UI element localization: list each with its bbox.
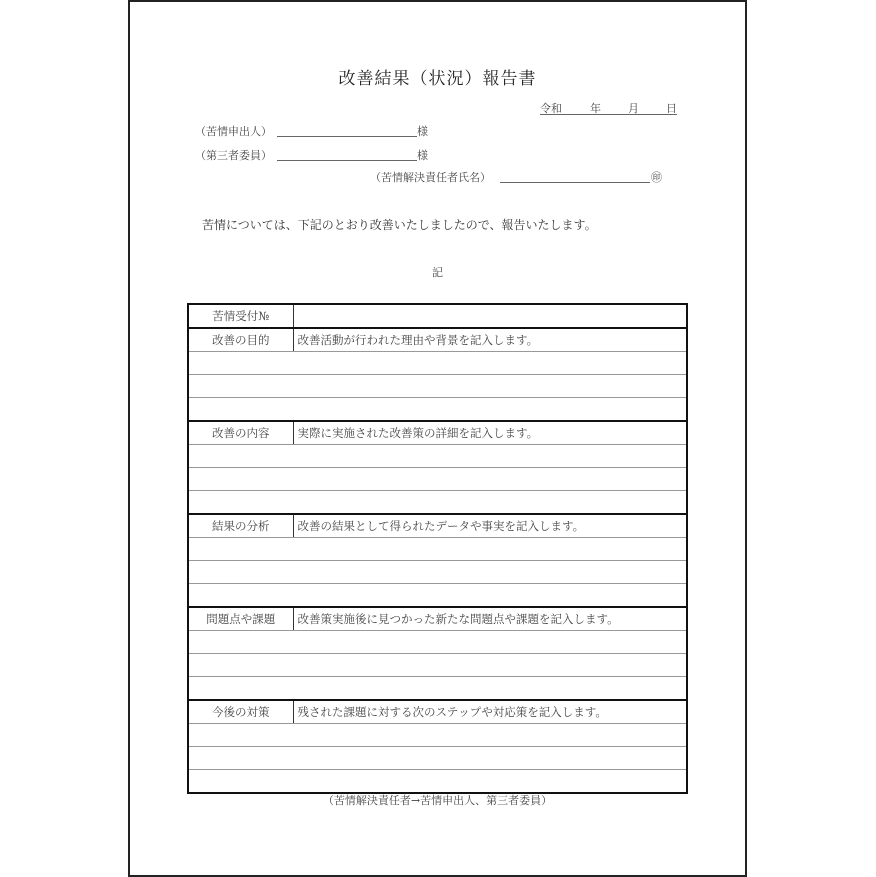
entry-line[interactable] <box>188 468 687 491</box>
date-era: 令和 <box>540 102 562 115</box>
addressee-committee-suffix: 様 <box>417 149 428 162</box>
addressee-complainant-suffix: 様 <box>417 125 428 138</box>
entry-line[interactable] <box>188 724 687 747</box>
entry-line[interactable] <box>188 654 687 677</box>
date-month: 月 <box>628 102 639 115</box>
section-row <box>188 514 687 538</box>
section-hint[interactable]: 改善活動が行われた理由や背景を記入します。 <box>293 328 687 352</box>
section-row <box>188 328 687 352</box>
addressee-complainant-row[interactable] <box>195 123 435 139</box>
seal-mark: ㊞ <box>651 171 662 184</box>
addressee-complainant-label: （苦情申出人） <box>195 125 272 138</box>
entry-line[interactable] <box>188 584 687 608</box>
intro-text: 苦情については、下記のとおり改善いたしましたので、報告いたします。 <box>202 218 597 232</box>
report-form-page <box>128 0 747 877</box>
addressee-committee-line[interactable] <box>277 160 417 161</box>
section-label: 結果の分析 <box>188 514 293 538</box>
receipt-row <box>188 304 687 328</box>
entry-line[interactable] <box>188 631 687 654</box>
receipt-label: 苦情受付№ <box>188 304 293 328</box>
entry-line[interactable] <box>188 352 687 375</box>
section-label: 問題点や課題 <box>188 607 293 631</box>
section-label: 改善の目的 <box>188 328 293 352</box>
section-hint[interactable]: 実際に実施された改善策の詳細を記入します。 <box>293 421 687 445</box>
entry-line[interactable] <box>188 398 687 422</box>
entry-line[interactable] <box>188 491 687 515</box>
date-field[interactable] <box>540 100 677 115</box>
entry-line[interactable] <box>188 445 687 468</box>
section-row <box>188 700 687 724</box>
receipt-number-field[interactable] <box>293 304 687 328</box>
section-row <box>188 607 687 631</box>
entry-line[interactable] <box>188 747 687 770</box>
responsible-person-row[interactable] <box>370 169 670 185</box>
responsible-person-label: （苦情解決責任者氏名） <box>370 171 491 184</box>
addressee-complainant-line[interactable] <box>277 136 417 137</box>
entry-line[interactable] <box>188 561 687 584</box>
report-table <box>187 303 688 794</box>
entry-line[interactable] <box>188 375 687 398</box>
section-label: 今後の対策 <box>188 700 293 724</box>
section-hint[interactable]: 改善の結果として得られたデータや事実を記入します。 <box>293 514 687 538</box>
addressee-committee-row[interactable] <box>195 147 435 163</box>
entry-line[interactable] <box>188 538 687 561</box>
entry-line[interactable] <box>188 677 687 701</box>
section-row <box>188 421 687 445</box>
document-title: 改善結果（状況）報告書 <box>338 69 537 89</box>
ki-heading: 記 <box>432 266 443 279</box>
section-hint[interactable]: 改善策実施後に見つかった新たな問題点や課題を記入します。 <box>293 607 687 631</box>
addressee-committee-label: （第三者委員） <box>195 149 272 162</box>
date-day: 日 <box>666 102 677 115</box>
date-year: 年 <box>590 102 601 115</box>
routing-note: （苦情解決責任者→苦情申出人、第三者委員） <box>322 794 553 807</box>
section-label: 改善の内容 <box>188 421 293 445</box>
section-hint[interactable]: 残された課題に対する次のステップや対応策を記入します。 <box>293 700 687 724</box>
entry-line[interactable] <box>188 770 687 794</box>
responsible-person-line[interactable] <box>500 182 650 183</box>
